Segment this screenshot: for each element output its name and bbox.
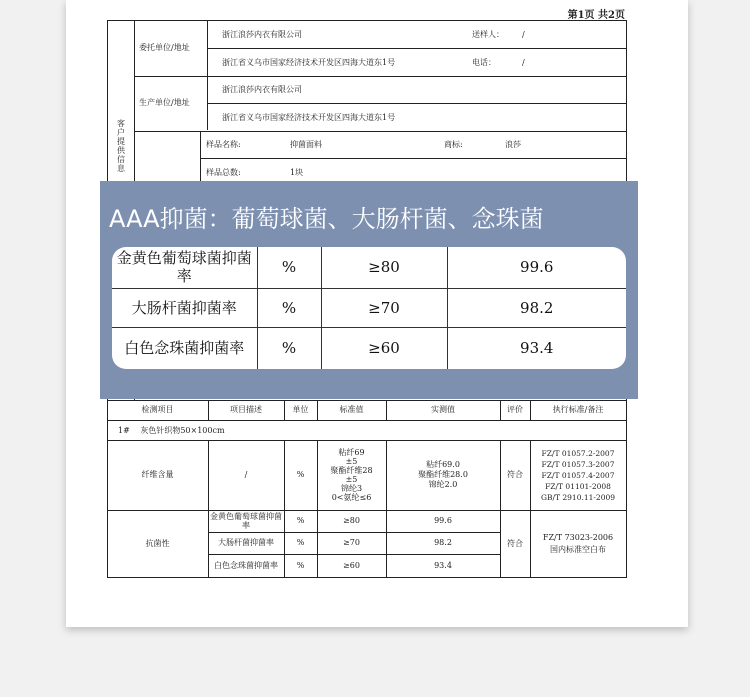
anti-row-2-measured: 93.4 xyxy=(434,560,452,570)
sender-value: / xyxy=(522,30,525,39)
header-unit: 单位 xyxy=(292,405,309,414)
header-evaluation: 评价 xyxy=(507,405,523,414)
phone-value: / xyxy=(522,58,525,67)
client-info-side-label: 客户提供信息 xyxy=(116,119,126,173)
highlight-item: 金黄色葡萄球菌抑菌率 xyxy=(112,247,257,288)
anti-row-1-standard: ≥70 xyxy=(343,538,360,547)
anti-row-0-unit: % xyxy=(296,516,305,525)
sample-count-value: 1块 xyxy=(290,168,304,177)
sample-name-label: 样品名称: xyxy=(206,140,241,149)
commission-address: 浙江省义乌市国家经济技术开发区四海大道东1号 xyxy=(222,58,396,67)
header-test-item: 检测项目 xyxy=(141,405,174,414)
brand-value: 浪莎 xyxy=(505,140,521,149)
banner-title: AAA抑菌：葡萄球菌、大肠杆菌、念珠菌 xyxy=(109,205,544,233)
sender-label: 送样人： xyxy=(472,30,504,39)
antibacterial-item: 抗菌性 xyxy=(145,538,170,548)
anti-row-0-standard: ≥80 xyxy=(343,516,360,525)
highlight-unit: % xyxy=(257,247,321,288)
fiber-measured: 粘纤69.0 聚酯纤维28.0 锦纶2.0 xyxy=(418,460,468,489)
highlight-card xyxy=(112,247,626,369)
highlight-standard: ≥60 xyxy=(321,327,447,369)
commission-label: 委托单位/地址 xyxy=(139,43,190,52)
antibacterial-evaluation: 符合 xyxy=(507,538,523,548)
highlight-unit: % xyxy=(257,327,321,369)
highlight-row xyxy=(112,247,626,288)
anti-row-1-measured: 98.2 xyxy=(434,538,452,547)
highlight-measured: 99.6 xyxy=(447,247,626,288)
page-number: 第1页 共2页 xyxy=(567,10,625,21)
highlight-item: 白色念珠菌抑菌率 xyxy=(112,327,257,369)
anti-row-2-standard: ≥60 xyxy=(343,560,360,570)
header-description: 项目描述 xyxy=(230,405,262,414)
anti-row-1-desc: 大肠杆菌抑菌率 xyxy=(218,538,274,547)
highlight-measured: 93.4 xyxy=(447,327,626,369)
highlight-item: 大肠杆菌抑菌率 xyxy=(112,288,257,327)
brand-label: 商标: xyxy=(444,140,463,149)
fiber-item: 纤维含量 xyxy=(141,470,174,479)
fiber-norms: FZ/T 01057.2-2007 FZ/T 01057.3-2007 FZ/T 01057.4-2007 FZ/T 01101-2008 GB/T 2910.11-2009 xyxy=(540,448,616,502)
antibacterial-norms: FZ/T 73023-2006 国内标准空白布 xyxy=(542,532,614,554)
commission-company: 浙江浪莎内衣有限公司 xyxy=(222,30,302,39)
highlight-row xyxy=(112,288,626,327)
highlight-standard: ≥80 xyxy=(321,247,447,288)
producer-label: 生产单位/地址 xyxy=(139,98,190,107)
highlight-measured: 98.2 xyxy=(447,288,626,327)
anti-row-0-measured: 99.6 xyxy=(434,516,452,525)
phone-label: 电话： xyxy=(472,58,496,67)
producer-address: 浙江省义乌市国家经济技术开发区四海大道东1号 xyxy=(222,113,396,122)
highlight-unit: % xyxy=(257,288,321,327)
antibacterial-highlight-banner xyxy=(100,181,638,399)
sample-count-label: 样品总数: xyxy=(206,168,241,177)
header-standard: 标准值 xyxy=(339,405,364,414)
highlight-row xyxy=(112,327,626,369)
highlight-table xyxy=(112,247,626,369)
header-measured: 实测值 xyxy=(431,405,455,414)
anti-row-0-desc: 金黄色葡萄球菌抑菌率 xyxy=(210,512,282,530)
fiber-evaluation: 符合 xyxy=(507,470,523,479)
fiber-standard: 粘纤69 ±5 聚酯纤维28 ±5 锦纶3 0<氨纶≤6 xyxy=(330,448,373,502)
header-norm: 执行标准/备注 xyxy=(552,405,604,414)
anti-row-1-unit: % xyxy=(296,538,305,547)
highlight-standard: ≥70 xyxy=(321,288,447,327)
sample-name-value: 抑菌面料 xyxy=(290,140,322,149)
fiber-desc: / xyxy=(244,470,248,479)
anti-row-2-unit: % xyxy=(296,560,305,570)
fiber-unit: % xyxy=(296,470,305,479)
sample-row: 1# 灰色针织物50×100cm xyxy=(118,426,225,435)
producer-company: 浙江浪莎内衣有限公司 xyxy=(222,85,302,94)
anti-row-2-desc: 白色念珠菌抑菌率 xyxy=(214,561,278,570)
